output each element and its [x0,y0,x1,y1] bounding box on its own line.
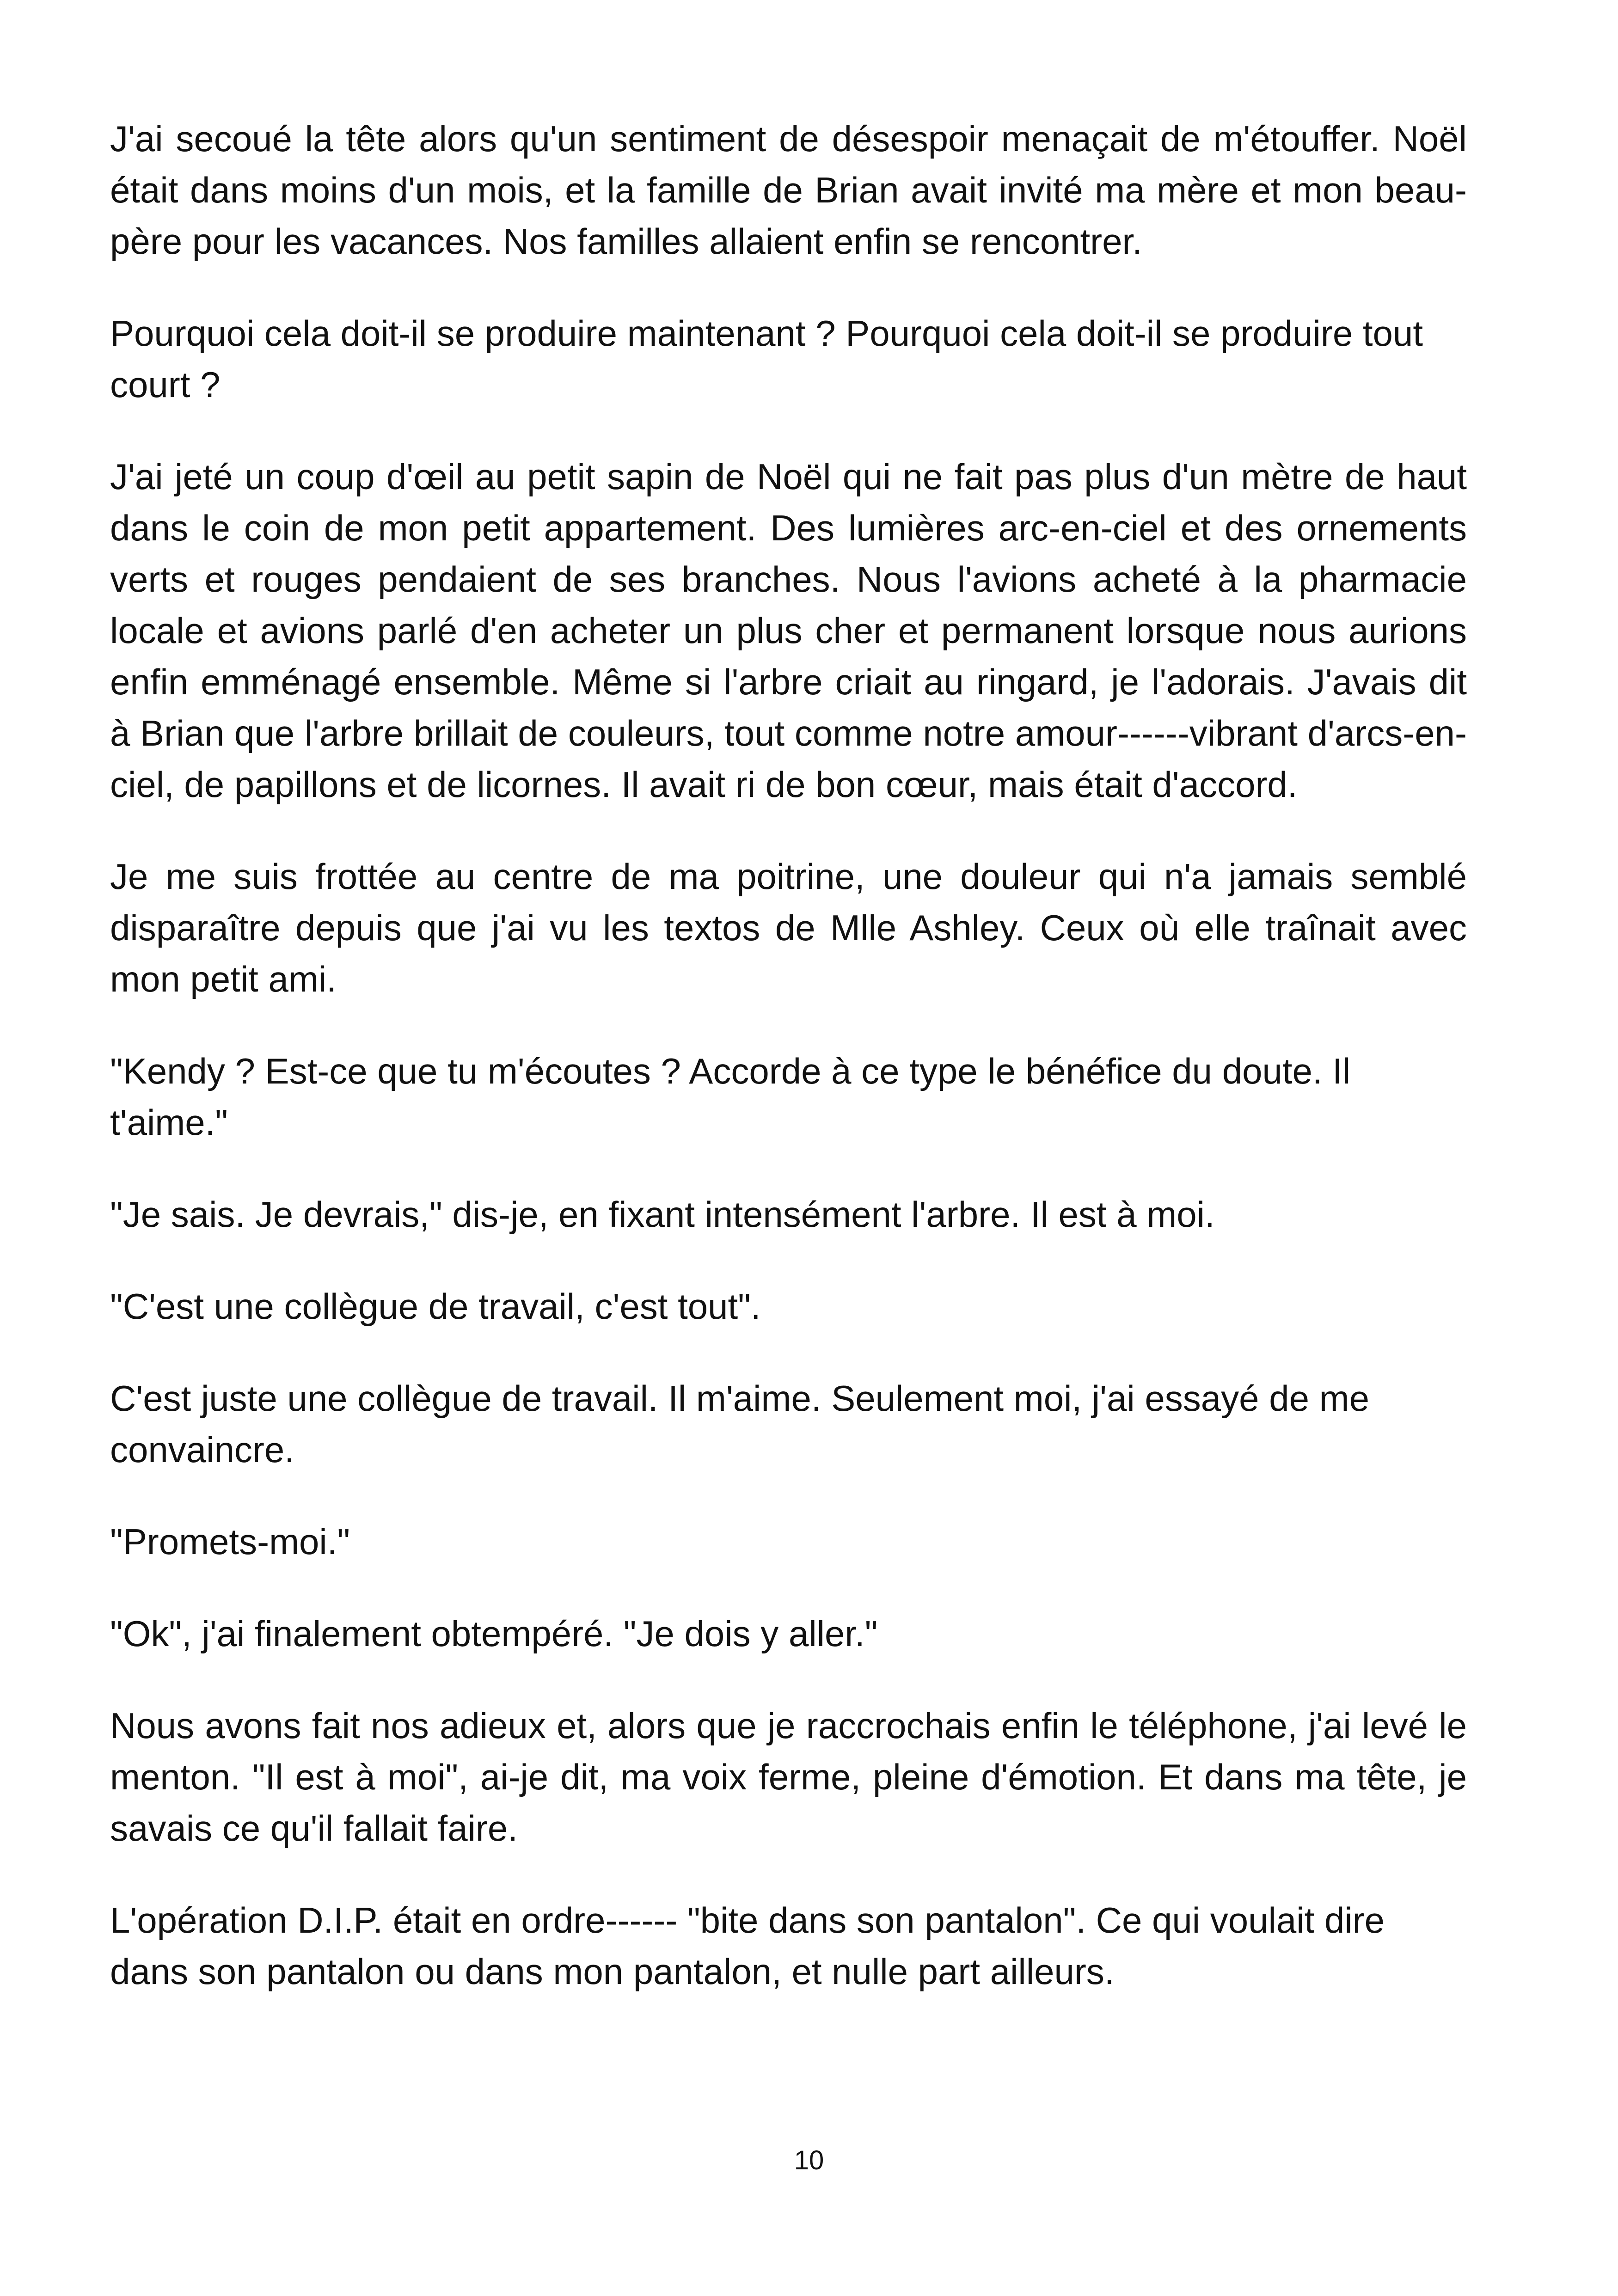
paragraph-11: Nous avons fait nos adieux et, alors que je raccrochais enfin le téléphone, j'ai levé le menton. "Il est à moi", ai-je dit, ma voix ferme, pleine d'émotion. Et dans ma tête, je savais ce qu'il fallait faire. [110,1705,1467,1849]
page-number: 10 [794,2145,824,2175]
paragraph-3: J'ai jeté un coup d'œil au petit sapin de Noël qui ne fait pas plus d'un mètre de haut dans le coin de mon petit appartement. Des lumières arc-en-ciel et des ornements verts et rouges pendaient de ses branches. Nous l'avions acheté à la pharmacie locale et avions parlé d'en acheter un plus cher et permanent lorsque nous aurions enfin emménagé ensemble. Même si l'arbre criait au ringard, je l'adorais. J'avais dit à Brian que l'arbre brillait de couleurs, tout comme notre amour------vibrant d'arcs-en-ciel, de papillons et de licornes. Il avait ri de bon cœur, mais était d'accord. [110,456,1467,805]
body-text [110,113,1467,2038]
paragraph-1: J'ai secoué la tête alors qu'un sentiment de désespoir menaçait de m'étouffer. Noël était dans moins d'un mois, et la famille de Brian avait invité ma mère et mon beau-père pour les vacances. Nos familles allaient enfin se rencontrer. [110,118,1467,262]
paragraph-12: L'opération D.I.P. était en ordre------ "bite dans son pantalon". Ce qui voulait dire dans son pantalon ou dans mon pantalon, et nulle part ailleurs. [110,1900,1385,1992]
paragraph-7: "C'est une collègue de travail, c'est tout". [110,1286,761,1327]
paragraph-8: C'est juste une collègue de travail. Il m'aime. Seulement moi, j'ai essayé de me convaincre. [110,1378,1369,1470]
paragraph-10: "Ok", j'ai finalement obtempéré. "Je dois y aller." [110,1613,878,1654]
paragraph-5: "Kendy ? Est-ce que tu m'écoutes ? Accorde à ce type le bénéfice du doute. Il t'aime." [110,1051,1351,1143]
paragraph-4: Je me suis frottée au centre de ma poitrine, une douleur qui n'a jamais semblé disparaître depuis que j'ai vu les textos de Mlle Ashley. Ceux où elle traînait avec mon petit ami. [110,856,1467,999]
paragraph-9: "Promets-moi." [110,1521,350,1562]
paragraph-2: Pourquoi cela doit-il se produire maintenant ? Pourquoi cela doit-il se produire tout court ? [110,313,1423,405]
paragraph-6: "Je sais. Je devrais," dis-je, en fixant intensément l'arbre. Il est à moi. [110,1194,1215,1235]
